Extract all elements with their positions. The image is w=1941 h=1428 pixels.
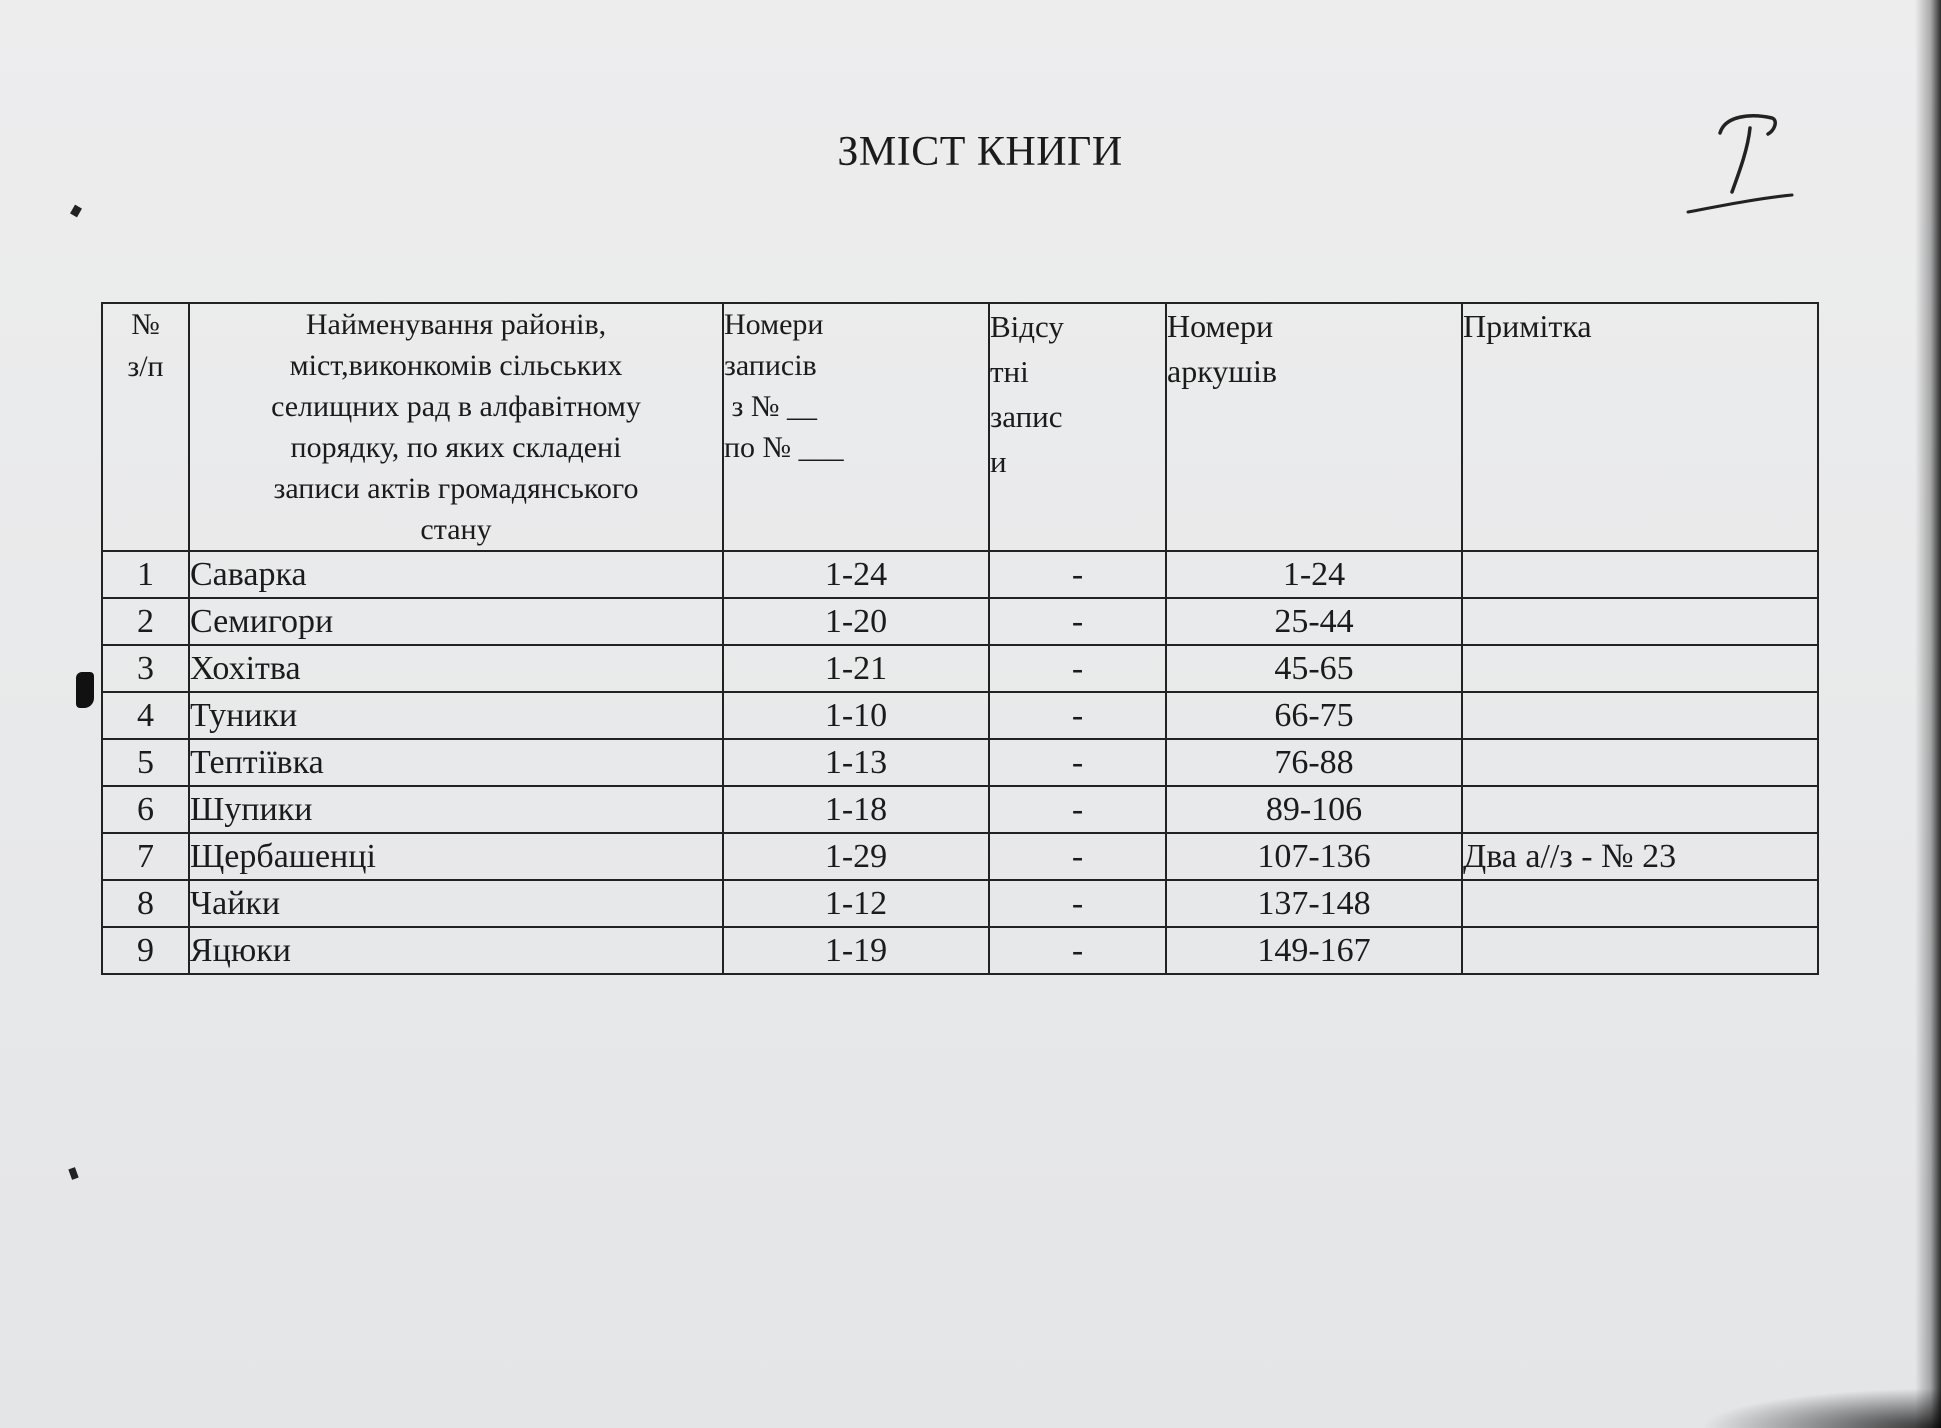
header-number: № з/п <box>102 303 189 551</box>
row-name: Шупики <box>189 786 723 833</box>
table-row <box>102 692 1818 739</box>
binding-hole-mark <box>76 672 94 708</box>
table-row <box>102 833 1818 880</box>
row-absent: - <box>989 598 1166 645</box>
row-name: Тептіївка <box>189 739 723 786</box>
row-absent: - <box>989 880 1166 927</box>
header-note: Примітка <box>1462 303 1818 551</box>
row-name: Щербашенці <box>189 833 723 880</box>
row-records: 1-20 <box>723 598 989 645</box>
row-sheets: 89-106 <box>1166 786 1462 833</box>
row-note <box>1462 692 1818 739</box>
row-name: Хохітва <box>189 645 723 692</box>
row-number: 8 <box>102 880 189 927</box>
row-records: 1-29 <box>723 833 989 880</box>
row-number: 9 <box>102 927 189 974</box>
row-absent: - <box>989 551 1166 598</box>
row-sheets: 66-75 <box>1166 692 1462 739</box>
row-sheets: 137-148 <box>1166 880 1462 927</box>
row-sheets: 107-136 <box>1166 833 1462 880</box>
scan-shadow-corner <box>1700 1388 1941 1428</box>
scan-speck <box>68 1167 78 1180</box>
document-title: ЗМІСТ КНИГИ <box>837 129 1123 175</box>
row-note <box>1462 880 1818 927</box>
row-name: Семигори <box>189 598 723 645</box>
row-absent: - <box>989 739 1166 786</box>
row-number: 6 <box>102 786 189 833</box>
row-number: 1 <box>102 551 189 598</box>
row-sheets: 149-167 <box>1166 927 1462 974</box>
table-row <box>102 927 1818 974</box>
row-note <box>1462 551 1818 598</box>
table-row <box>102 739 1818 786</box>
row-records: 1-13 <box>723 739 989 786</box>
row-name: Саварка <box>189 551 723 598</box>
row-sheets: 25-44 <box>1166 598 1462 645</box>
contents-table <box>101 302 1819 975</box>
row-sheets: 1-24 <box>1166 551 1462 598</box>
row-absent: - <box>989 833 1166 880</box>
row-number: 2 <box>102 598 189 645</box>
row-name: Чайки <box>189 880 723 927</box>
row-records: 1-12 <box>723 880 989 927</box>
header-record-numbers: Номери записів з № __ по № ___ <box>723 303 989 551</box>
row-number: 7 <box>102 833 189 880</box>
row-note <box>1462 786 1818 833</box>
row-note <box>1462 927 1818 974</box>
row-absent: - <box>989 786 1166 833</box>
row-number: 4 <box>102 692 189 739</box>
row-records: 1-10 <box>723 692 989 739</box>
row-note <box>1462 645 1818 692</box>
header-name: Найменування районів, міст,виконкомів сільських селищних рад в алфавітному порядку, по яких складені записи актів громадянського стану <box>189 303 723 551</box>
row-name: Туники <box>189 692 723 739</box>
table-row <box>102 551 1818 598</box>
row-note <box>1462 598 1818 645</box>
row-records: 1-24 <box>723 551 989 598</box>
row-number: 3 <box>102 645 189 692</box>
header-absent-records: Відсу тні запис и <box>989 303 1166 551</box>
row-absent: - <box>989 692 1166 739</box>
table-row <box>102 880 1818 927</box>
row-number: 5 <box>102 739 189 786</box>
row-records: 1-19 <box>723 927 989 974</box>
row-note: Два а//з - № 23 <box>1462 833 1818 880</box>
row-note <box>1462 739 1818 786</box>
table-header-row <box>102 303 1818 551</box>
row-absent: - <box>989 645 1166 692</box>
table-row <box>102 645 1818 692</box>
row-name: Яцюки <box>189 927 723 974</box>
scan-shadow-edge <box>1915 0 1941 1428</box>
table-row <box>102 786 1818 833</box>
row-records: 1-18 <box>723 786 989 833</box>
table-row <box>102 598 1818 645</box>
row-sheets: 45-65 <box>1166 645 1462 692</box>
row-sheets: 76-88 <box>1166 739 1462 786</box>
row-absent: - <box>989 927 1166 974</box>
header-sheet-numbers: Номери аркушів <box>1166 303 1462 551</box>
handwritten-page-number <box>1680 108 1800 218</box>
scan-speck <box>70 205 82 218</box>
row-records: 1-21 <box>723 645 989 692</box>
